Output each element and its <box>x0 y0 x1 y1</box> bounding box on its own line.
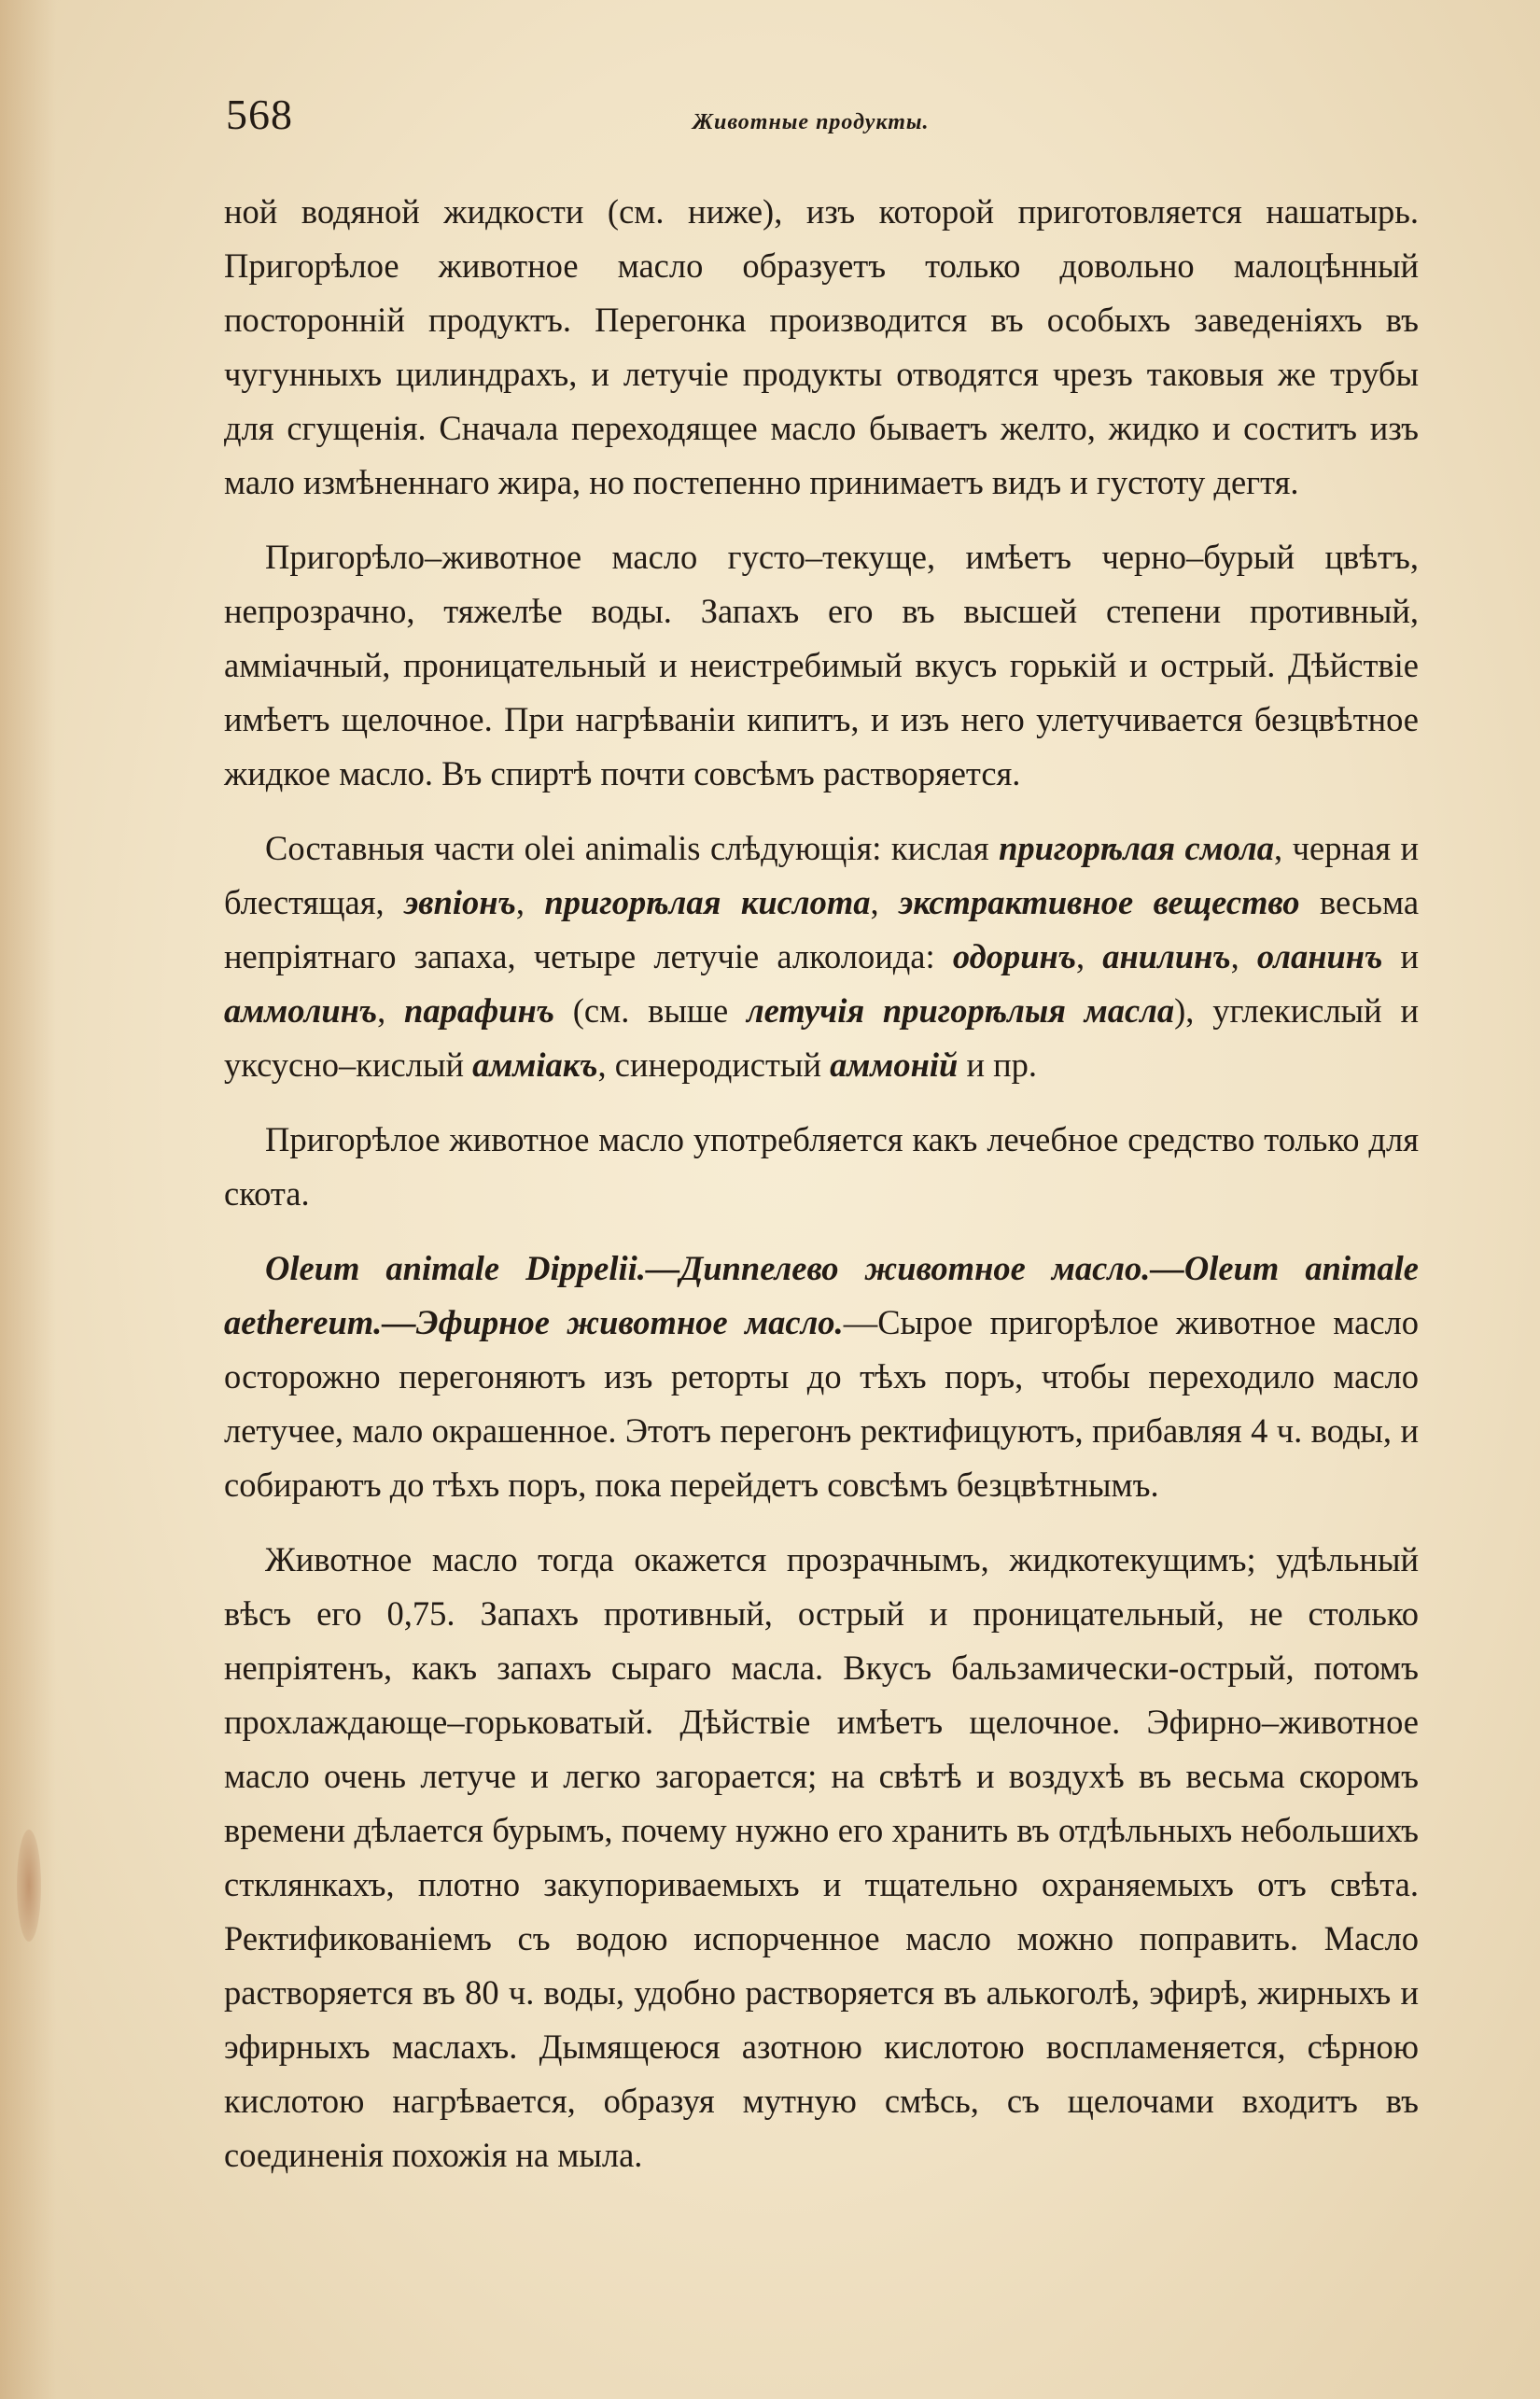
paragraph <box>224 530 1419 801</box>
emphasized-term: пригорѣлая кислота <box>544 883 871 921</box>
emphasized-term: экстрактивное вещество <box>899 883 1300 921</box>
page-number: 568 <box>226 91 293 138</box>
text-run: весьма непріятнаго запаха, четыре летучіе алколоида: <box>224 883 1420 975</box>
text-run: , <box>1075 937 1103 975</box>
text-run: Составныя части olei animalis слѣдующія: кислая <box>265 829 1000 867</box>
text-run: ), углекислый и уксусно–кислый <box>224 991 1420 1084</box>
emphasized-term: амміакъ <box>472 1045 598 1084</box>
text-run: , черная и блестящая, <box>224 829 1419 921</box>
text-run: Животное масло тогда окажется прозрачнымъ, жидкотекущимъ; удѣльный вѣсъ его 0,75. Запахъ противный, острый и проницательный, не столько непріятенъ, какъ запахъ сыраго масла. Вкусъ бальзамически-острый, потомъ прохлаждающе–горьковатый. Дѣйствіе имѣетъ щелочное. Эфирно–животное масло очень летуче и легко загорается; на свѣтѣ и воздухѣ въ весьма скоромъ времени дѣлается бурымъ, почему нужно его хранить въ отдѣльныхъ небольшихъ стклянкахъ, плотно закупориваемыхъ и тщательно охраняемыхъ отъ свѣта. Ректификованіемъ съ водою испорченное масло можно поправить. Масло растворяется въ 80 ч. воды, удобно растворяется въ алькоголѣ, эфирѣ, жирныхъ и эфирныхъ маслахъ. Дымящеюся азотною кислотою воспламеняется, сѣрною кислотою нагрѣвается, образуя мутную смѣсь, съ щелочами входитъ въ соединенія похожія на мыла. <box>224 1540 1419 2174</box>
page-edge-shadow <box>0 0 56 2399</box>
text-run: (см. выше <box>554 991 747 1030</box>
emphasized-term: оланинъ <box>1256 937 1383 975</box>
text-run: —Сырое пригорѣлое животное масло осторожно перегоняютъ изъ реторты до тѣхъ поръ, чтобы переходило масло летучее, мало окрашенное. Этотъ перегонъ ректифицуютъ, прибавляя 4 ч. воды, и собираютъ до тѣхъ поръ, пока перейдетъ совсѣмъ безцвѣтнымъ. <box>224 1303 1419 1504</box>
running-head <box>0 90 1540 146</box>
paragraph <box>224 1113 1419 1221</box>
emphasized-term: парафинъ <box>404 991 555 1030</box>
paragraph <box>224 1242 1419 1512</box>
text-run: , <box>870 883 900 921</box>
paragraph <box>224 185 1419 510</box>
running-title: Животные продукты. <box>693 110 930 134</box>
text-run: ной водяной жидкости (см. ниже), изъ которой приготовляется нашатырь. Пригорѣлое животное масло образуетъ только довольно малоцѣнный посторонній продуктъ. Перегонка производится въ особыхъ заведеніяхъ въ чугунныхъ цилиндрахъ, и летучіе продукты отводятся чрезъ таковыя же трубы для сгущенія. Сначала переходящее масло бываетъ желто, жидко и соститъ изъ мало измѣненнаго жира, но постепенно принимаетъ видъ и густоту дегтя. <box>224 192 1419 501</box>
paper-stain <box>17 1830 41 1942</box>
paragraph <box>224 821 1419 1092</box>
emphasized-term: пригорѣлая смола <box>999 829 1275 867</box>
text-run: Пригорѣло–животное масло густо–текуще, имѣетъ черно–бурый цвѣтъ, непрозрачно, тяжелѣе воды. Запахъ его въ высшей степени противный, амміачный, проницательный и неистребимый вкусъ горькій и острый. Дѣйствіе имѣетъ щелочное. При нагрѣваніи кипитъ, и изъ него улетучивается безцвѣтное жидкое масло. Въ спиртѣ почти совсѣмъ растворяется. <box>224 538 1419 793</box>
text-run: и <box>1382 937 1420 975</box>
text-run: , <box>1230 937 1257 975</box>
emphasized-term: аммолинъ <box>224 991 378 1030</box>
body-text <box>224 185 1419 2203</box>
emphasized-term: одоринъ <box>952 937 1076 975</box>
text-run: , <box>515 883 545 921</box>
emphasized-term: летучія пригорѣлыя масла <box>746 991 1175 1030</box>
text-run: Пригорѣлое животное масло употребляется какъ лечебное средство только для скота. <box>224 1120 1419 1213</box>
text-run: и пр. <box>958 1045 1038 1084</box>
emphasized-term: аммоній <box>830 1045 959 1084</box>
text-run: , <box>377 991 405 1030</box>
emphasized-term: эвпіонъ <box>404 883 516 921</box>
emphasized-term: анилинъ <box>1102 937 1231 975</box>
text-run: , синеродистый <box>597 1045 831 1084</box>
paragraph <box>224 1533 1419 2182</box>
emphasized-term: Oleum animale Dippelii.—Диппелево животное масло.—Oleum animale aethereum.—Эфирное животное масло. <box>224 1249 1419 1341</box>
